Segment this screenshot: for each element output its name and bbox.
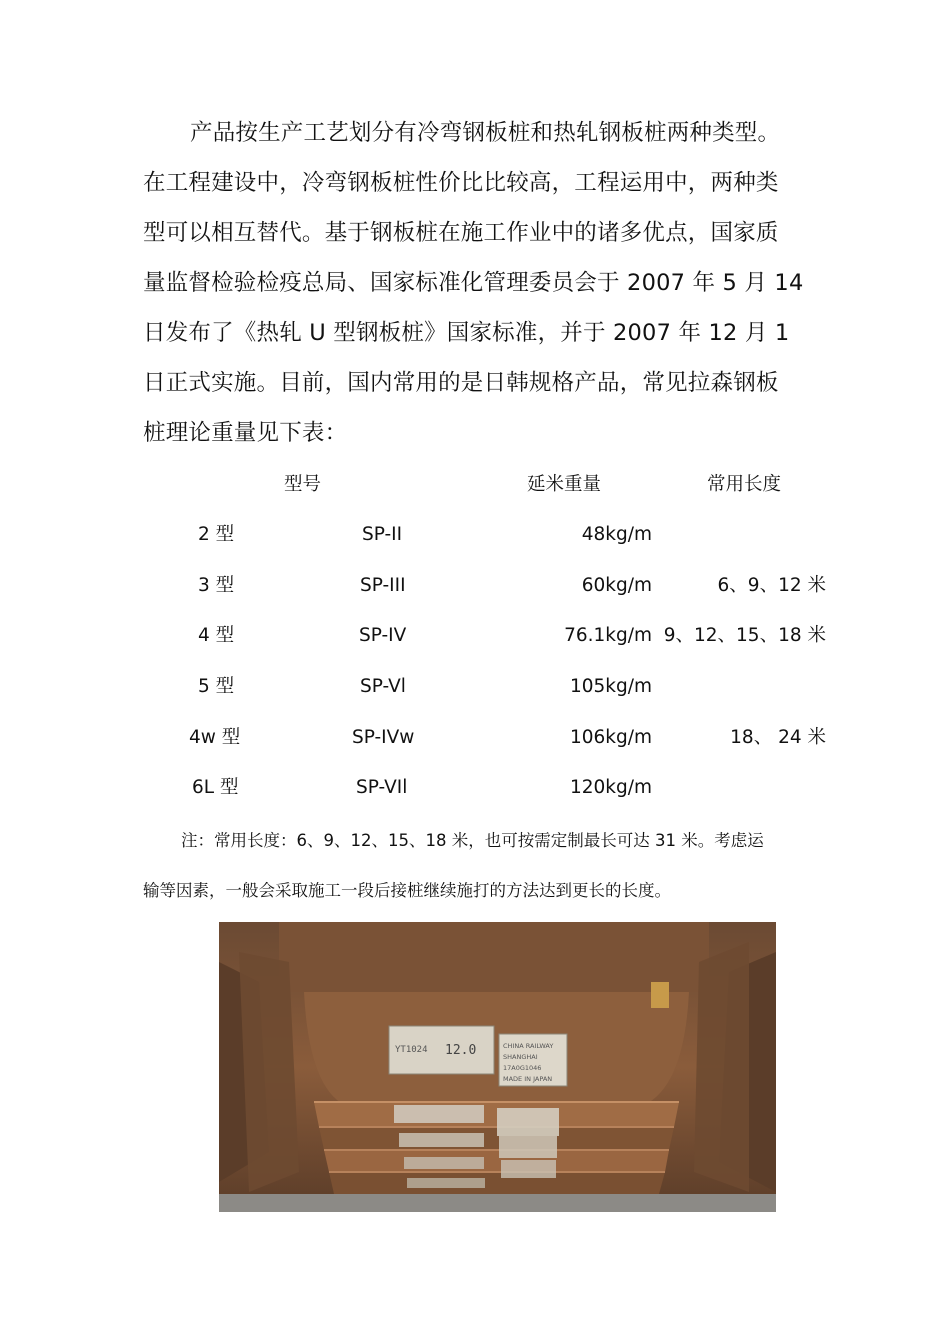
row-type: 2 型	[198, 524, 235, 545]
sheet-pile-photo	[219, 922, 776, 1212]
row-weight: 60kg/m	[581, 575, 652, 596]
row-weight: 105kg/m	[569, 676, 652, 697]
intro-paragraph	[143, 108, 808, 458]
row-length: 6、9、12 米	[717, 575, 826, 596]
row-weight: 106kg/m	[569, 727, 652, 748]
photo-label-line: SHANGHAI	[503, 1053, 538, 1061]
row-code: SP-Vl	[360, 676, 406, 697]
row-weight: 120kg/m	[569, 777, 652, 798]
row-code: SP-IVw	[352, 727, 415, 748]
row-code: SP-VIl	[356, 777, 408, 798]
photo-label-line: CHINA RAILWAY	[503, 1042, 554, 1050]
row-code: SP-III	[360, 575, 406, 596]
row-weight: 76.1kg/m	[564, 625, 652, 646]
photo-tag-length: 12.0	[445, 1043, 477, 1058]
row-type: 5 型	[198, 676, 235, 697]
note-line-2: 输等因素，一般会采取施工一段后接桩继续施打的方法达到更长的长度。	[143, 881, 671, 900]
paragraph-line: 日发布了《热轧 U 型钢板桩》国家标准，并于 2007 年 12 月 1	[143, 320, 790, 346]
row-type: 3 型	[198, 575, 235, 596]
photo-label-line: 17A0G1046	[503, 1064, 542, 1072]
paragraph-line: 产品按生产工艺划分有冷弯钢板桩和热轧钢板桩两种类型。	[190, 120, 781, 146]
row-length: 18、 24 米	[730, 727, 826, 748]
paragraph-line: 桩理论重量见下表：	[143, 420, 348, 446]
row-type: 4 型	[198, 625, 235, 646]
row-length: 9、12、15、18 米	[663, 625, 826, 646]
row-type: 4w 型	[189, 727, 241, 748]
header-length: 常用长度	[707, 474, 782, 495]
paragraph-line: 在工程建设中，冷弯钢板桩性价比比较高，工程运用中，两种类	[143, 170, 779, 196]
header-model: 型号	[284, 474, 322, 495]
paragraph-line: 日正式实施。目前，国内常用的是日韩规格产品，常见拉森钢板	[143, 370, 779, 396]
paragraph-line: 型可以相互替代。基于钢板桩在施工作业中的诸多优点，国家质	[143, 220, 779, 246]
row-code: SP-II	[362, 524, 403, 545]
row-weight: 48kg/m	[581, 524, 652, 545]
photo-label-line: MADE IN JAPAN	[503, 1075, 553, 1083]
row-type: 6L 型	[192, 777, 239, 798]
paragraph-line: 量监督检验检疫总局、国家标准化管理委员会于 2007 年 5 月 14	[143, 270, 804, 296]
photo-tag-code: YT1024	[395, 1045, 428, 1055]
row-code: SP-IV	[359, 625, 407, 646]
header-weight: 延米重量	[527, 474, 602, 495]
note-line-1: 注：常用长度：6、9、12、15、18 米，也可按需定制最长可达 31 米。考虑运	[181, 831, 764, 850]
